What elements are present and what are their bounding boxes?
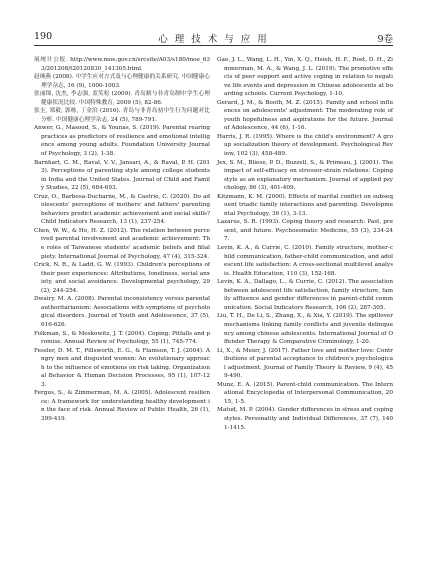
reference-entry: Munz, E. A. (2015). Parent-child communication. The International Encyclopedia of Interpersonal Communication, 2015, 1-5. — [217, 381, 393, 405]
reference-entry: Chen, W. W., & Ho, H. Z. (2012). The relation between perceived parental involvement and academic achievement: The roles of Taiwanese students' academic beliefs and filial piety. International Journal of Psychology, 47 (4), 315-324. — [34, 227, 210, 260]
reference-entry: Fessler, D. M. T., Pillsworth, E. G., & Flamson, T. J. (2004). Angry men and disgusted women: An evolutionary approach to the influence of emotions on risk taking. Organizational Behavior & Human Decision Processes, 95 (1), 107-123. — [34, 347, 210, 388]
references-left-column — [34, 56, 210, 424]
reference-entry: Jex, S. M., Bliese, P. D., Buzzell, S., & Primeau, J. (2001). The impact of self-efficacy on stressor-strain relations: Coping style as an explanatory mechanism. Journal of applied psychology, 86 (3), 401-409. — [217, 159, 393, 192]
reference-entry: Fergus, S., & Zimmerman, M. A. (2005). Adolescent resilience: A framework for understanding healthy development in the face of risk. Annual Review of Public Health, 26 (1), 399-419. — [34, 390, 210, 422]
reference-entry: Gerard, J. M., & Booth, M. Z. (2015). Family and school influences on adolescents' adjustment: The moderating role of youth hopefulness and aspirations for the future. Journal of Adolescence, 44 (6), 1-16. — [217, 99, 393, 132]
reference-entry: Barnhart, C. M., Raval, V. V., Jansari, A., & Raval, P. H. (2013). Perceptions of parenting style among college students in India and the United States. Journal of Child and Family Studies, 22 (5), 684-693. — [34, 159, 210, 192]
reference-entry: 展统计公报. http://www.moe.gov.cn/srcsite/A03/s180/moe_633/201208/t20120830_141305.html. — [34, 57, 210, 72]
reference-entry: Matud, M. P. (2004). Gender differences in stress and coping styles. Personality and Individual Differences, 37 (7), 1401-1415. — [217, 407, 393, 431]
reference-entry: Anwer, G., Masood, S., & Younas, S. (2019). Parental rearing practices as predictors of resilience and emotional intelligence among young adults. Foundation University Journal of Psychology, 3 (2), 1-38. — [34, 125, 210, 158]
reference-entry: Cruz, O., Barbosa-Ducharne, M., & Castrio, C. (2020). Do adolescents' perceptions of mothers' and fathers' parenting behaviors predict academic achievement and social skills? Child Indicators Research, 13 (1), 237-254. — [34, 193, 210, 226]
journal-title: 心 理 技 术 与 应 用 — [158, 34, 269, 45]
reference-entry: Levin, K. A., & Currie, C. (2010). Family structure, mother-child communication, father-child communication, and adolescent life satisfaction: A cross-sectional multilevel analysis. Health Education, 110 (3), 152-168. — [217, 245, 393, 277]
reference-entry: Dwairy, M. A. (2008). Parental inconsistency versus parental authoritarianism: Associations with symptoms of psychological disorders. Journal of Youth and Adolescence, 37 (5), 616-626. — [34, 296, 210, 328]
reference-entry: Crick, N. R., & Ladd, G. W. (1993). Children's perceptions of their peer experiences: Attributions, loneliness, social anxiety, and social avoidance. Developmental psychology, 29 (2), 244-254. — [34, 262, 210, 294]
reference-entry: Harris, J. R. (1995). Where is the child's environment? A group socialization theory of development. Psychological Review, 102 (3), 458-489. — [217, 133, 393, 158]
page-number: 190 — [34, 31, 53, 42]
reference-entry: Li, X., & Meier, J. (2017). Father love and mother love: Contributions of parental acceptance to children's psychological adjustment. Journal of Family Theory & Review, 9 (4), 459-490. — [217, 347, 393, 380]
volume-label: 9卷 — [377, 34, 393, 45]
reference-entry: Lazarus, S. R. (1993). Coping theory and research: Past, present, and future. Psychosomatic Medicine, 55 (3), 234-247. — [217, 219, 393, 243]
reference-entry: 张圭, 郑毅, 郭栋, 丁金泊 (2016). 青岛与非青岛初中生行为问题对比分析. 中国健康心理学杂志, 24 (5), 789-791. — [34, 108, 210, 123]
reference-entry: Folkman, S., & Moskowitz, J. T. (2004). Coping: Pitfalls and promise. Annual Review of Psychology, 55 (1), 745-774. — [34, 330, 210, 346]
running-header — [34, 31, 393, 46]
reference-entry: 赵琬燕 (2008). 中学生应对方式及与心理健康的关系研究. 中国健康心理学杂志, 16 (9), 1000-1003. — [34, 74, 210, 89]
reference-entry: Gao, J. L., Wang, L. H., Yin, X. Q., Hsieh, H. F., Rost, D. H., Zimmerman, M. A., & Wang, J. L. (2019). The promotive effects of peer support and active coping in relation to negative life events and depression in Chinese adolescents at boarding schools. Current Psychology, 1-10. — [217, 57, 393, 98]
reference-entry: Kitzmann, K. M. (2000). Effects of marital conflict on subsequent triadic family interactions and parenting. Developmental Psychology, 36 (1), 3-13. — [217, 193, 393, 217]
reference-entry: Liu, T. H., De Li, S., Zhang, X., & Xia, Y. (2019). The spillover mechanisms linking family conflicts and juvenile delinquency among chinese adolescents. International Journal of Offender Therapy & Comparative Criminology, 1-20. — [217, 313, 393, 346]
reference-entry: Levin, K. A., Dallago, L., & Currie, C. (2012). The association between adolescent life satisfaction, family structure, family affluence and gender differences in parent-child communication. Social Indicators Research, 106 (2), 287-305. — [217, 279, 393, 311]
reference-entry: 张丽锦, 沈杰, 李志强, 盖笑松 (2009). 青岛制与非青岛制中学生心理健康状况比较. 中国特殊教育, 2009 (5), 82-86. — [34, 91, 210, 106]
references-right-column — [217, 56, 393, 432]
